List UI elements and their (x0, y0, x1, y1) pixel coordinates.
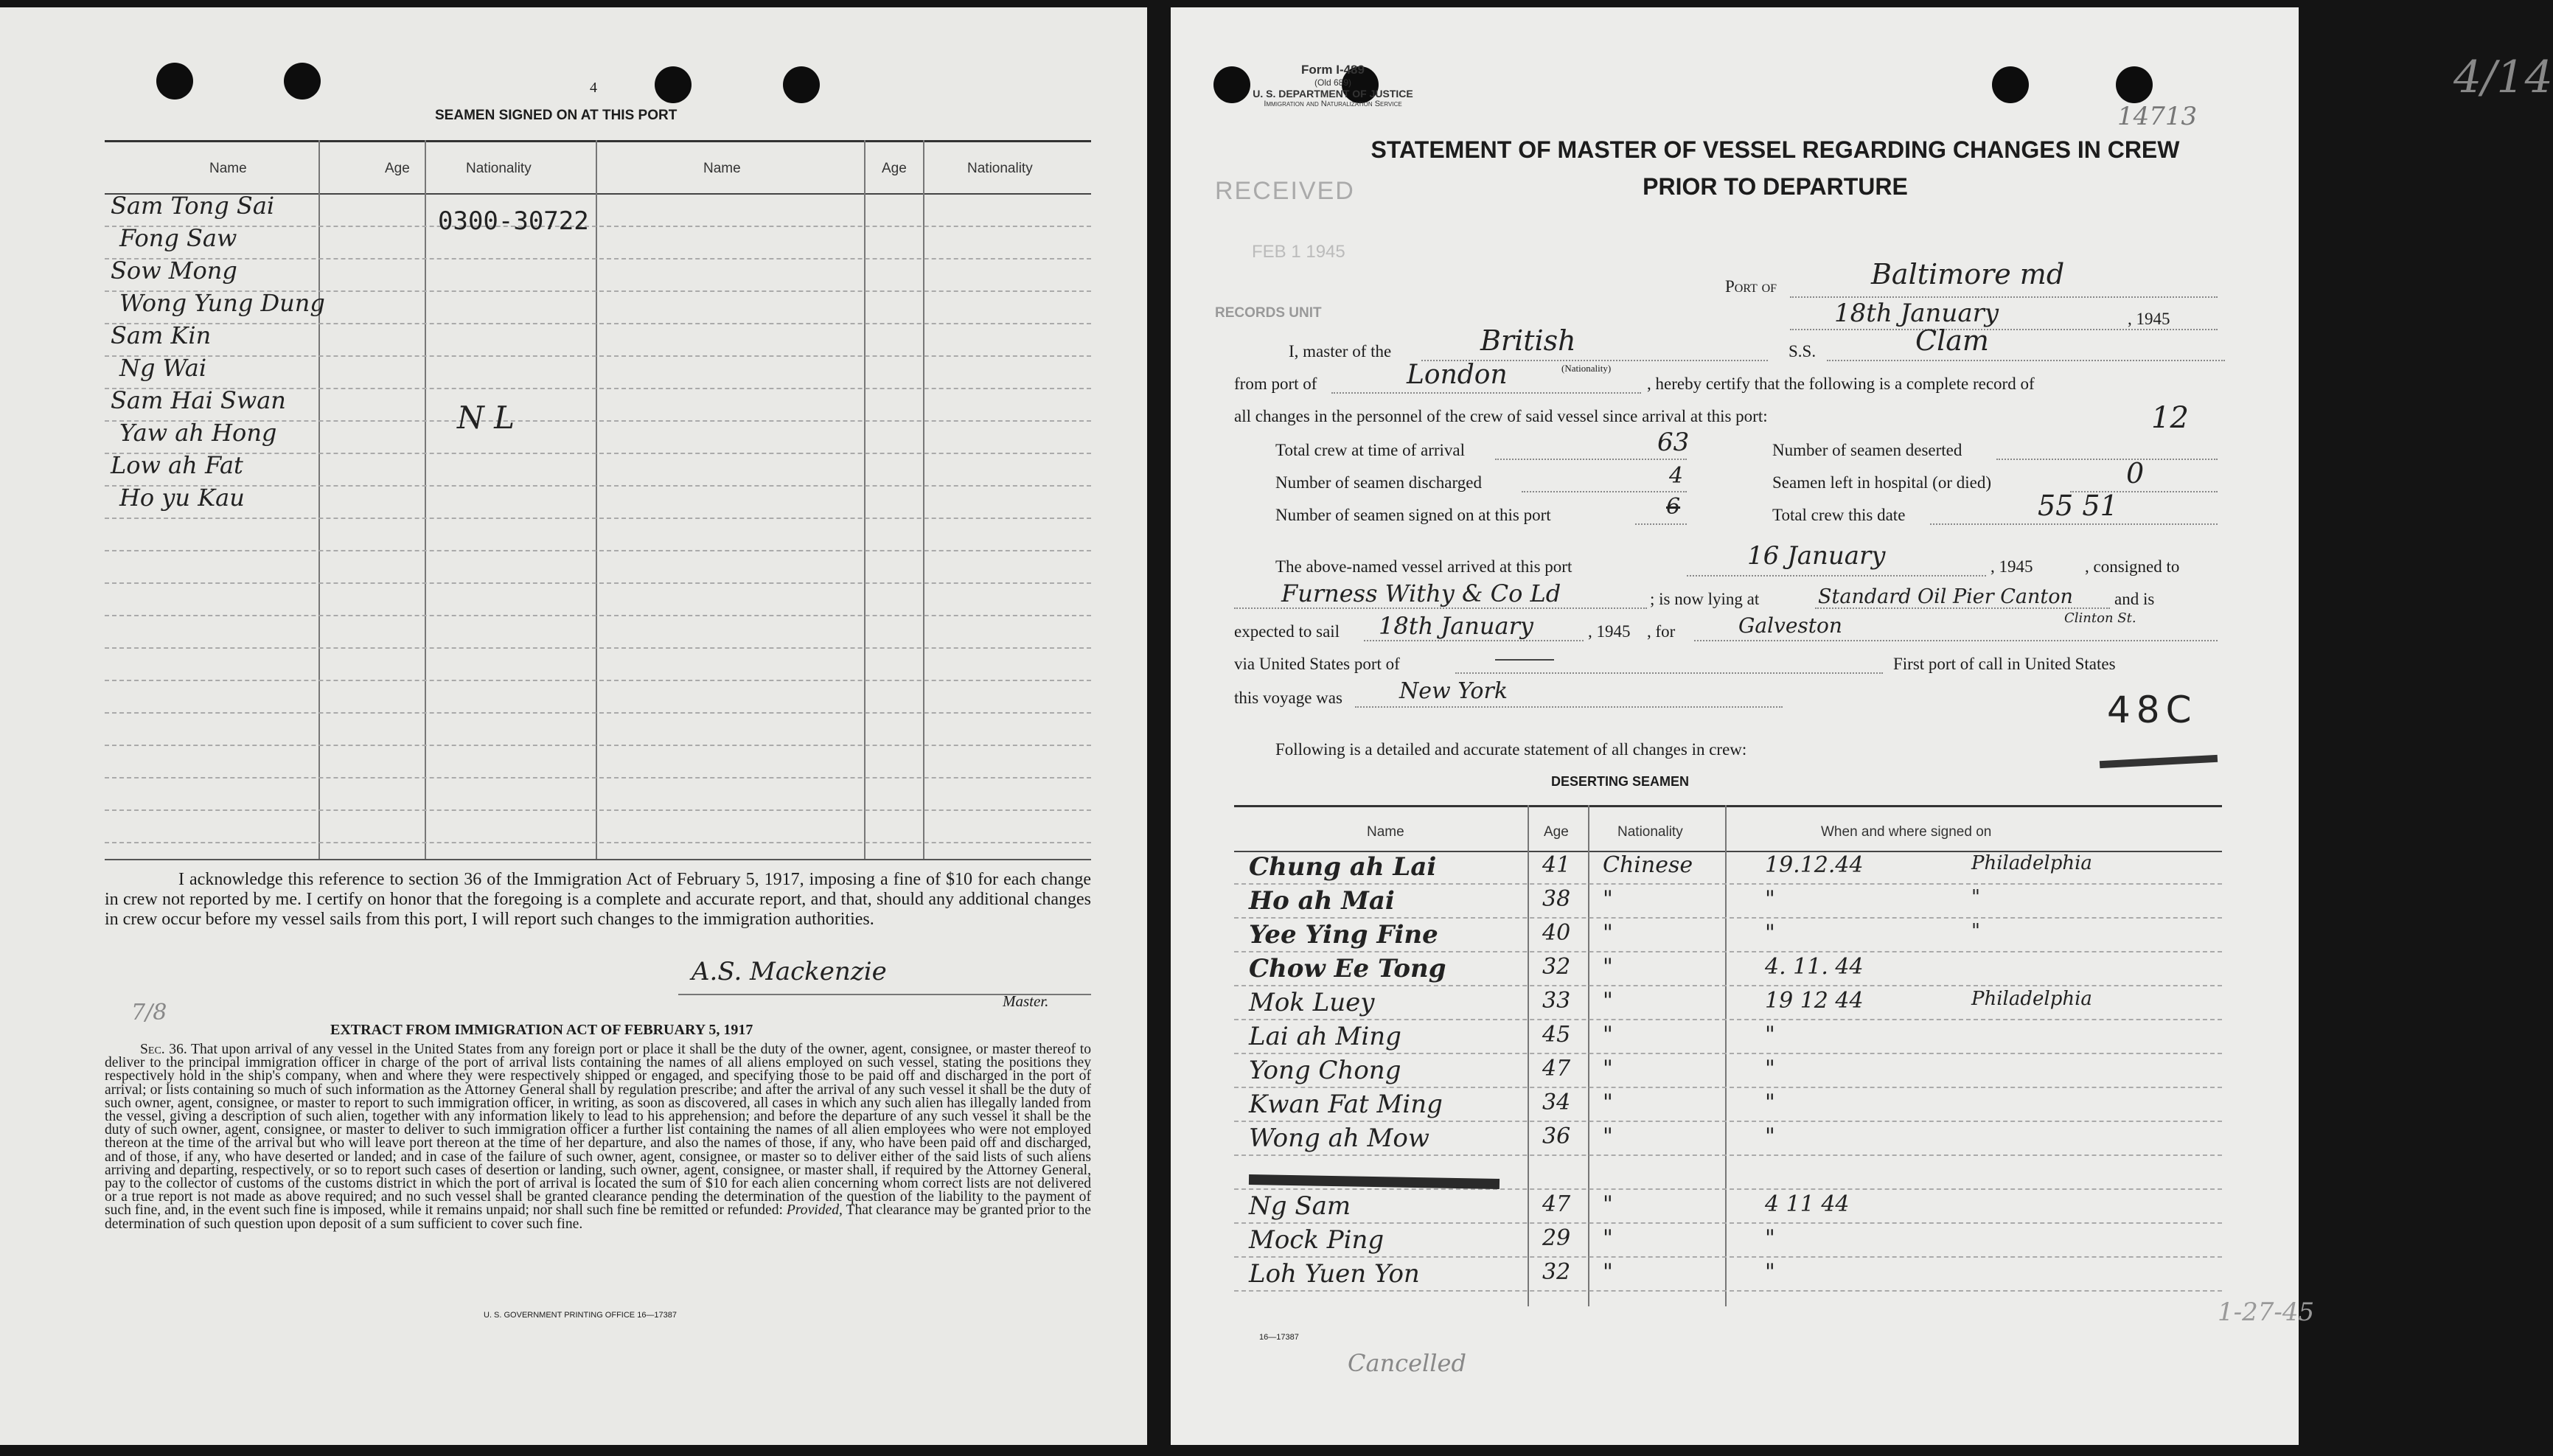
extract-body (105, 1043, 1091, 1231)
deserter-age: 34 (1542, 1090, 1571, 1115)
deserting-table (1234, 805, 2222, 1306)
seaman-name: Sow Mong (111, 257, 237, 285)
nationality-value: British (1480, 324, 1576, 357)
hospital-label: Seamen left in hospital (or died) (1772, 473, 1992, 492)
deserter-nationality: " (1603, 1191, 1613, 1217)
stamp-unit: RECORDS UNIT (1215, 305, 1322, 321)
for-value: Galveston (1738, 613, 1842, 638)
total-date-label: Total crew this date (1772, 506, 1906, 524)
seaman-name: Sam Hai Swan (111, 386, 286, 414)
deserter-row (1234, 885, 2222, 917)
arrived-value: 16 January (1747, 541, 1886, 571)
deserter-signed-date: 19.12.44 (1765, 852, 1864, 878)
deserter-signed-date: " (1765, 1259, 1775, 1285)
deserter-age: 32 (1542, 954, 1571, 980)
title-line-2: PRIOR TO DEPARTURE (1643, 173, 1908, 200)
deserter-signed-date: 4 11 44 (1765, 1191, 1850, 1217)
punch-hole (2116, 66, 2153, 103)
deserter-signed-date: " (1765, 1225, 1775, 1251)
deserter-age: 41 (1542, 852, 1571, 878)
voyage-label: this voyage was (1234, 689, 1342, 707)
col-age: Age (1544, 824, 1569, 840)
ss-label: S.S. (1789, 342, 1817, 360)
consignee: Furness Withy & Co Ld (1281, 579, 1561, 607)
punch-hole (156, 63, 193, 100)
corner-note: 4/14 (2453, 52, 2553, 103)
right-page (1171, 7, 2553, 1445)
margin-mark: 7/8 (131, 1000, 167, 1025)
col-age-2: Age (882, 161, 907, 176)
deserter-age: 33 (1542, 988, 1571, 1014)
seaman-name: Yaw ah Hong (119, 419, 277, 447)
deserter-age: 29 (1542, 1225, 1571, 1251)
extract-proviso: Provided, (786, 1202, 843, 1219)
deserter-row (1234, 952, 2222, 985)
deserter-row (1234, 1224, 2222, 1256)
punch-hole (655, 66, 692, 103)
form-header (1222, 63, 1443, 108)
lying-note: Clinton St. (2064, 610, 2136, 626)
seaman-name: Sam Kin (111, 321, 212, 349)
lying-value: Standard Oil Pier Canton (1818, 585, 2073, 608)
stamp-date: FEB 1 1945 (1252, 242, 1345, 262)
col-name-2: Name (703, 161, 741, 176)
deserter-nationality: " (1603, 954, 1613, 980)
deserter-signed-date: 19 12 44 (1765, 988, 1864, 1014)
deserter-age: 40 (1542, 920, 1571, 946)
col-nationality: Nationality (1617, 824, 1683, 840)
printer-note: 16—17387 (1259, 1333, 1299, 1342)
discharged-value: 4 (1669, 463, 1684, 489)
signed-on-title: SEAMEN SIGNED ON AT THIS PORT (435, 108, 678, 123)
deserter-row (1234, 1258, 2222, 1290)
deserter-nationality: " (1603, 1022, 1613, 1048)
punch-hole (284, 63, 321, 100)
port-of-value: Baltimore md (1871, 258, 2065, 290)
seaman-name: Ng Wai (119, 354, 207, 382)
date-value: 18th January (1834, 299, 1999, 328)
deserter-signed-date: " (1765, 1124, 1775, 1149)
deserter-age: 45 (1542, 1022, 1571, 1048)
deserter-name: Kwan Fat Ming (1249, 1090, 1443, 1119)
seaman-name: Low ah Fat (111, 451, 243, 479)
deserter-signed-date: " (1765, 920, 1775, 946)
footer-date: 1-27-45 (2218, 1297, 2315, 1327)
date-year: , 1945 (2128, 310, 2170, 328)
code-note: 48C (2107, 689, 2198, 731)
deserter-name: Yong Chong (1249, 1056, 1401, 1085)
deserter-nationality: " (1603, 1090, 1613, 1115)
col-nationality: Nationality (466, 161, 532, 176)
deserter-signed-date: " (1765, 886, 1775, 912)
deserter-nationality: " (1603, 1056, 1613, 1081)
deserter-nationality: " (1603, 1259, 1613, 1285)
deserter-row (1234, 919, 2222, 951)
deserter-nationality: " (1603, 886, 1613, 912)
deserter-name: Mock Ping (1249, 1225, 1385, 1255)
deserter-age: 47 (1542, 1191, 1571, 1217)
deserter-row (1234, 1088, 2222, 1121)
total-crew-label: Total crew at time of arrival (1275, 441, 1466, 459)
deserter-row (1234, 1020, 2222, 1053)
deserter-name: Yee Ying Fine (1249, 920, 1438, 950)
arrived-year: , 1945 (1990, 557, 2033, 576)
extract-text: That upon arrival of any vessel in the United States from any foreign port or place it shall be the duty of the owner, agent, consignee, or master thereof to deliver to the principal immigration officer in charge of the port of arrival lists containing the names of all aliens employed on such vessel, stating the positions they respectively hold in the ship's company, when and where they were respectively shipped or engaged, and specifying those to be paid off and discharged in the port of arrival; or lists containing so much of such information as the Attorney General shall by regulation prescribe; and after the arrival of any such vessel it shall be the duty of such owner, agent, consignee, or master to report to such immigration officer, in writing, as soon as discovered, all cases in which any such alien has illegally landed from the vessel, giving a description of such alien, together with any information likely to lead to his apprehension; and before the departure of any such vessel it shall be the duty of such owner, agent, consignee, or master to deliver to such immigration officer a further list containing the names of all alien employees who were not employed thereon at the time of the arrival but who will leave port thereon at the time of her departure, and also the names of those, if any, who have been paid off and discharged, and of those, if any, who have deserted or landed; and in case of the failure of such owner, agent, consignee, or master so to deliver either of the said lists of such aliens arriving and departing, respectively, or so to report such cases of desertion or landing, such owner, agent, consignee, or master shall, if required by the Attorney General, pay to the collector of customs of the customs district in which the port of arrival is located the sum of $10 for each alien concerning whom correct lists are not delivered or a true report is not made as above required; and no such vessel shall be granted clearance pending the determination of the question of the liability to the payment of such fine, and, in the event such fine is imposed, while it remains unpaid; nor shall such fine be remitted or refunded: (105, 1042, 1091, 1219)
deserter-name: Loh Yuen Yon (1249, 1259, 1420, 1289)
ship-name: Clam (1915, 324, 1989, 357)
stamp-received: RECEIVED (1215, 177, 1355, 205)
bottom-note: Cancelled (1348, 1349, 1466, 1377)
from-value: London (1407, 360, 1508, 390)
deserter-place: Philadelphia (1971, 852, 2092, 874)
deserter-name: Ho ah Mai (1249, 886, 1395, 916)
deserter-name: Ng Sam (1249, 1191, 1351, 1221)
lying-label: ; is now lying at (1650, 590, 1760, 608)
total-crew-value: 63 (1657, 428, 1690, 457)
deserter-signed-date: " (1765, 1090, 1775, 1115)
sail-year: , 1945 (1588, 622, 1631, 641)
deserter-row (1234, 1054, 2222, 1087)
first-port-label: First port of call in United States (1893, 655, 2116, 673)
deserter-row (1234, 1190, 2222, 1222)
for-label: , for (1647, 622, 1676, 641)
deserting-title: DESERTING SEAMEN (1551, 774, 1690, 789)
col-name: Name (1367, 824, 1404, 840)
master-label: Master. (1003, 992, 1049, 1010)
col-name: Name (209, 161, 247, 176)
punch-hole (1992, 66, 2029, 103)
deserter-signed-date: " (1765, 1022, 1775, 1048)
title-line-1: STATEMENT OF MASTER OF VESSEL REGARDING CHANGES IN CREW (1370, 136, 2180, 163)
deserter-name: Mok Luey (1249, 988, 1375, 1017)
deserter-row (1234, 986, 2222, 1019)
deserter-place: " (1971, 920, 1980, 942)
via-dash (1495, 659, 1554, 661)
nationality-caption: (Nationality) (1561, 363, 1612, 374)
total-date-value: 55 51 (2038, 490, 2118, 522)
deserter-age: 32 (1542, 1259, 1571, 1285)
printer-note: U. S. GOVERNMENT PRINTING OFFICE 16—17387 (484, 1311, 678, 1320)
col-nationality-2: Nationality (967, 161, 1033, 176)
form-number: Form I-489 (1301, 63, 1365, 77)
seaman-name: Wong Yung Dung (119, 289, 325, 317)
seaman-name: Ho yu Kau (119, 484, 245, 512)
deserter-nationality: Chinese (1603, 852, 1693, 878)
arrived-label: The above-named vessel arrived at this port (1275, 557, 1572, 576)
deserter-place: " (1971, 886, 1980, 908)
deserter-nationality: " (1603, 1225, 1613, 1251)
signed-on-label: Number of seamen signed on at this port (1275, 506, 1551, 524)
following-text: Following is a detailed and accurate statement of all changes in crew: (1275, 740, 1747, 759)
deserter-name: Wong ah Mow (1249, 1124, 1429, 1153)
certify-text-2: all changes in the personnel of the crew of said vessel since arrival at this port: (1234, 407, 1768, 425)
extract-title: EXTRACT FROM IMMIGRATION ACT OF FEBRUARY 5, 1917 (330, 1022, 753, 1038)
hospital-value: 0 (2126, 457, 2145, 490)
deserter-age: 36 (1542, 1124, 1571, 1149)
form-old: (Old 689) (1314, 77, 1352, 88)
deserter-signed-date: " (1765, 1056, 1775, 1081)
statement-title (1296, 131, 2254, 205)
scribble-mark (2100, 755, 2218, 768)
deserter-age: 47 (1542, 1056, 1571, 1081)
nationality-number: 0300-30722 (438, 206, 589, 236)
port-of-label: Port of (1725, 277, 1777, 296)
deserted-label: Number of seamen deserted (1772, 441, 1962, 459)
consigned-label: , consigned to (2085, 557, 2180, 576)
deserter-row (1234, 851, 2222, 883)
via-label: via United States port of (1234, 655, 1400, 673)
department: U. S. DEPARTMENT OF JUSTICE (1253, 88, 1413, 100)
punch-hole (783, 66, 820, 103)
certify-text: , hereby certify that the following is a complete record of (1647, 375, 2035, 393)
extract-lead: Sec. 36. (140, 1042, 187, 1057)
nationality-note: N L (457, 400, 515, 436)
signed-on-value: 6 (1666, 494, 1681, 520)
deserter-signed-date: 4. 11. 44 (1765, 954, 1864, 980)
col-age: Age (385, 161, 410, 176)
voyage-value: New York (1399, 678, 1508, 704)
deserter-name: Chow Ee Tong (1249, 954, 1446, 983)
deserter-nationality: " (1603, 988, 1613, 1014)
deserter-nationality: " (1603, 920, 1613, 946)
deserter-place: Philadelphia (1971, 988, 2092, 1010)
left-page (0, 7, 1147, 1445)
deserter-age: 38 (1542, 886, 1571, 912)
deserters-rows (1234, 851, 2222, 1306)
col-when-where: When and where signed on (1821, 824, 1992, 840)
and-is: and is (2114, 590, 2155, 608)
sail-value: 18th January (1379, 612, 1533, 640)
deserter-row (1234, 1122, 2222, 1154)
discharged-label: Number of seamen discharged (1275, 473, 1482, 492)
page-number: 4 (590, 80, 597, 96)
sail-label: expected to sail (1234, 622, 1340, 641)
acknowledgment-text: I acknowledge this reference to section 36 of the Immigration Act of February 5, 1917, imposing a fine of $10 for each change in crew not reported by me. I certify on honor that the foregoing is a complete and accurate report, and that, should any additional changes in crew occur before my vessel sails from this port, I will report such changes to the immigration authorities. (105, 870, 1091, 929)
deserter-name: Chung ah Lai (1249, 852, 1437, 882)
seaman-name: Fong Saw (119, 224, 237, 252)
from-label: from port of (1234, 375, 1317, 393)
deserter-nationality: " (1603, 1124, 1613, 1149)
seamen-list (111, 192, 332, 531)
file-number: 14713 (2117, 102, 2198, 131)
service: Immigration and Naturalization Service (1264, 100, 1402, 108)
master-label: I, master of the (1289, 342, 1392, 360)
deserted-value: 12 (2151, 401, 2189, 435)
seaman-name: Sam Tong Sai (111, 192, 275, 220)
deserter-name: Lai ah Ming (1249, 1022, 1401, 1051)
master-signature: A.S. Mackenzie (692, 957, 887, 986)
extract-end: That clearance may be granted prior to the determination of such question upon deposit of a sum sufficient to cover such fine. (105, 1202, 1092, 1232)
